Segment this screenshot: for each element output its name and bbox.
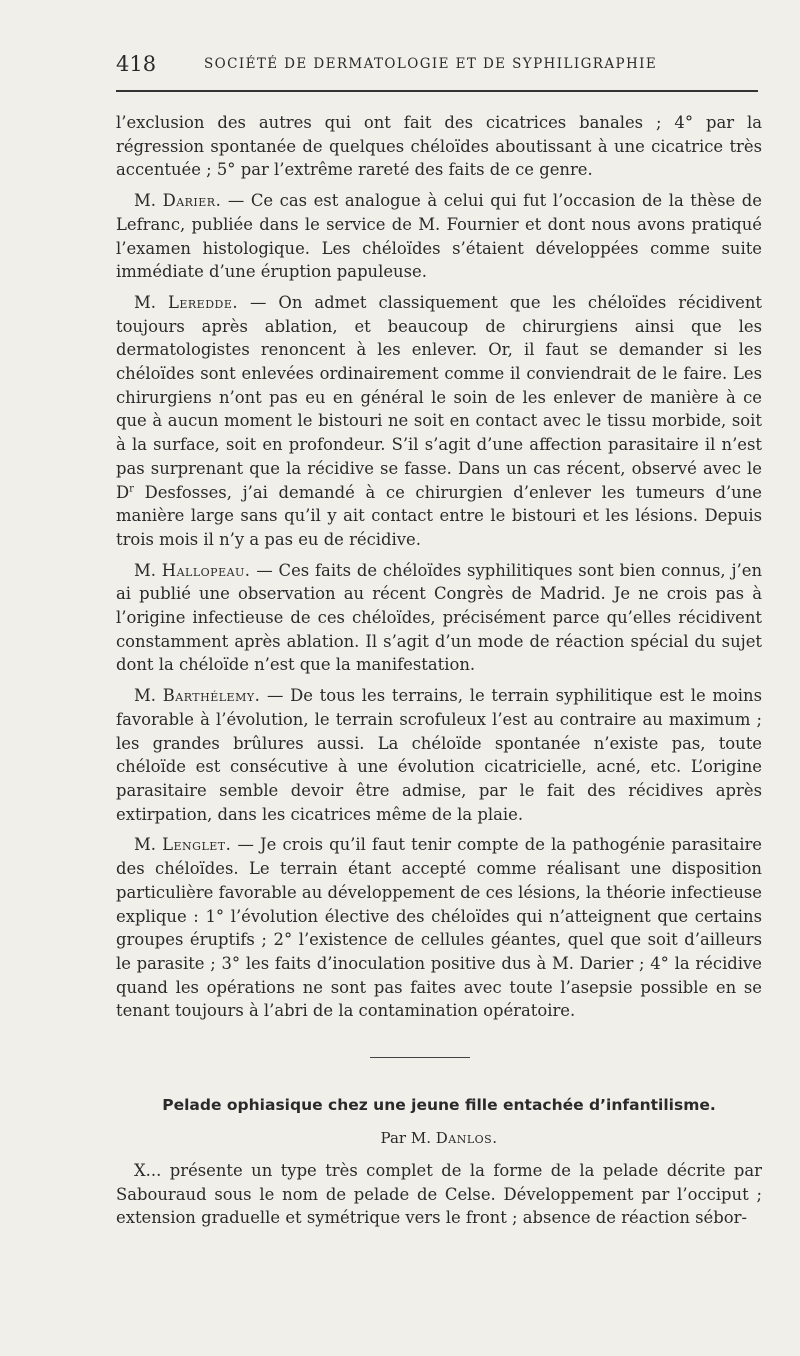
paragraph-lenglet: [116, 833, 762, 1023]
paragraph-darier: [116, 189, 762, 284]
speaker-name: Hallopeau.: [161, 560, 251, 580]
page-number: 418: [116, 52, 157, 76]
byline: [116, 1129, 762, 1147]
byline-author: Danlos.: [435, 1129, 498, 1147]
paragraph-text: — Ce cas est analogue à celui qui fut l’occasion de la thèse de Lefranc, publiée dans le service de M. Fournier et dont nous avons pratiqué l’examen histologique. Les chéloïdes s’étaient développées comme suite immédiate d’une éruption papuleuse.: [116, 191, 762, 282]
article-body: [116, 1159, 762, 1230]
speaker-name: Leredde.: [167, 292, 239, 312]
running-title: SOCIÉTÉ DE DERMATOLOGIE ET DE SYPHILIGRAPHIE: [204, 56, 658, 72]
doctor-abbrev: D: [116, 482, 130, 502]
discussion-section: [116, 111, 762, 1023]
speaker-name: Barthélemy.: [162, 686, 261, 706]
article-paragraph: X... présente un type très complet de la forme de la pelade décrite par Sabouraud sous le nom de pelade de Celse. Développement par l’occiput ; extension graduelle et symétrique vers le front ; absence de réaction sébor-: [116, 1161, 762, 1228]
running-header: [116, 52, 762, 82]
speaker-prefix: M.: [134, 835, 163, 855]
byline-prefix: Par M.: [380, 1129, 436, 1147]
article-title: Pelade ophiasique chez une jeune fille entachée d’infantilisme.: [162, 1096, 716, 1114]
paragraph-text-cont: Desfosses, j’ai demandé à ce chirurgien d’enlever les tumeurs d’une manière large sans qu’il y ait contact entre le bistouri et les lésions. Depuis trois mois il n’y a pas eu de récidive.: [116, 482, 762, 549]
speaker-name: Darier.: [162, 191, 222, 211]
doctor-abbrev-sup: r: [129, 483, 134, 495]
paragraph-text: — On admet classiquement que les chéloïdes récidivent toujours après ablation, et beaucoup de chirurgiens ainsi que les dermatologistes renoncent à les enlever. Or, il faut se demander si les chéloïdes sont enlevées ordinairement comme il conviendrait de le faire. Les chirurgiens n’ont pas eu en général le soin de les enlever de manière à ce que à aucun moment le bistouri ne soit en contact avec le tissu morbide, soit à la surface, soit en profondeur. S’il s’agit d’une affection parasitaire il n’est pas surprenant que la récidive se fasse. Dans un cas récent, observé avec le: [116, 292, 762, 478]
speaker-prefix: M.: [134, 560, 162, 580]
speaker-prefix: M.: [134, 686, 163, 706]
paragraph-leredde: [116, 291, 762, 552]
speaker-name: Lenglet.: [162, 835, 232, 855]
paragraph-text: — Je crois qu’il faut tenir compte de la pathogénie parasitaire des chéloïdes. Le terrain étant accepté comme réalisant une disposition particulière favorable au développement de ces lésions, la théorie infectieuse explique : 1° l’évolution élective des chéloïdes qui n’atteignent que certains groupes éruptifs ; 2° l’existence de cellules géantes, quel que soit d’ailleurs le parasite ; 3° les faits d’inoculation positive dus à M. Darier ; 4° la récidive quand les opérations ne sont pas faites avec toute l’asepsie possible en se tenant toujours à l’abri de la contamination opératoire.: [116, 835, 762, 1021]
speaker-prefix: M.: [134, 191, 163, 211]
paragraph-barthelemy: [116, 684, 762, 826]
paragraph-text: — De tous les terrains, le terrain syphilitique est le moins favorable à l’évolution, le terrain scrofuleux l’est au contraire au maximum ; les grandes brûlures aussi. La chéloïde spontanée n’existe pas, toute chéloïde est consécutive à une évolution cicatricielle, acné, etc. L’origine parasitaire semble devoir être admise, par le fait des récidives après extirpation, dans les cicatrices même de la plaie.: [116, 686, 762, 824]
page: [116, 52, 762, 1228]
section-divider: [370, 1057, 470, 1058]
speaker-prefix: M.: [134, 292, 168, 312]
paragraph-text: — Ces faits de chéloïdes syphilitiques sont bien connus, j’en ai publié une observation au récent Congrès de Madrid. Je ne crois pas à l’origine infectieuse de ces chéloïdes, précisément parce qu’elles récidivent constamment après ablation. Il s’agit d’un mode de réaction spécial du sujet dont la chéloïde n’est que la manifestation.: [116, 560, 762, 675]
continuation-paragraph: l’exclusion des autres qui ont fait des cicatrices banales ; 4° par la régression spontanée de quelques chéloïdes aboutissant à une cicatrice très accentuée ; 5° par l’extrême rareté des faits de ce genre.: [116, 113, 762, 180]
header-rule: [116, 90, 758, 92]
paragraph-hallopeau: [116, 559, 762, 678]
